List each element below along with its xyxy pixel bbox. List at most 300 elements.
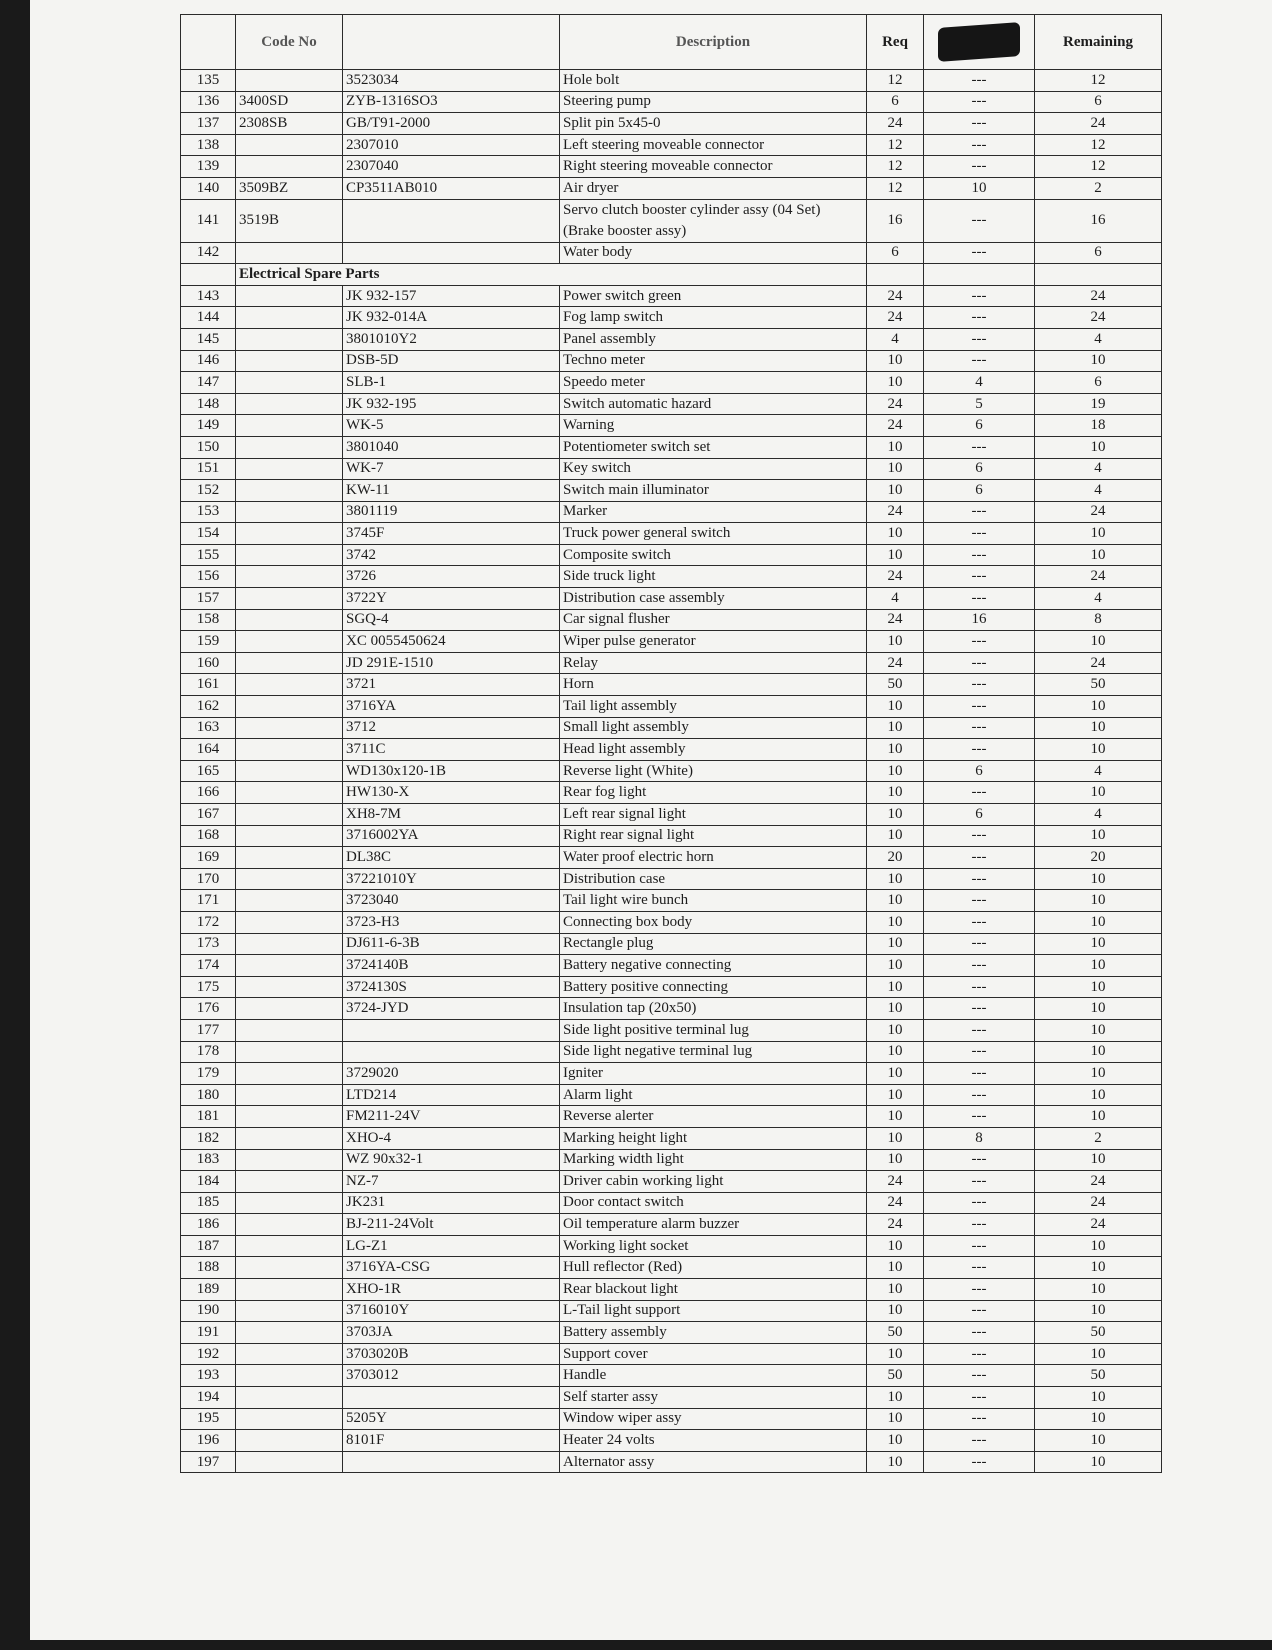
required-qty: 6 [867,91,924,113]
description: Right steering moveable connector [560,156,867,178]
remaining-qty: 16 [1035,199,1162,242]
table-row [181,868,1162,890]
remaining-qty: 4 [1035,804,1162,826]
required-qty: 4 [867,588,924,610]
table-header-row [181,15,1162,70]
description: Rectangle plug [560,933,867,955]
required-qty: 10 [867,1235,924,1257]
remaining-qty: 12 [1035,70,1162,92]
table-row [181,825,1162,847]
remaining-qty: 10 [1035,739,1162,761]
description: Rear fog light [560,782,867,804]
issued-qty: --- [924,285,1035,307]
remaining-qty: 10 [1035,1106,1162,1128]
section-req-cell [867,264,924,286]
required-qty: 50 [867,1322,924,1344]
serial-number: 182 [181,1127,236,1149]
code-number [236,868,343,890]
required-qty: 12 [867,177,924,199]
issued-qty: 10 [924,177,1035,199]
table-row [181,307,1162,329]
description: Fog lamp switch [560,307,867,329]
code-number [236,631,343,653]
redaction-mark [938,22,1020,62]
table-row [181,566,1162,588]
required-qty: 10 [867,1257,924,1279]
serial-number: 168 [181,825,236,847]
serial-number: 163 [181,717,236,739]
required-qty: 24 [867,1171,924,1193]
part-number: DJ611-6-3B [343,933,560,955]
code-number: 3400SD [236,91,343,113]
code-number [236,480,343,502]
code-number [236,588,343,610]
required-qty: 10 [867,1149,924,1171]
issued-qty: --- [924,1451,1035,1473]
required-qty: 24 [867,609,924,631]
part-number: 3703012 [343,1365,560,1387]
part-number: 3703020B [343,1343,560,1365]
serial-number: 171 [181,890,236,912]
code-number [236,134,343,156]
issued-qty: --- [924,544,1035,566]
remaining-qty: 10 [1035,631,1162,653]
required-qty: 10 [867,1408,924,1430]
serial-number: 146 [181,350,236,372]
part-number: 3712 [343,717,560,739]
table-row [181,70,1162,92]
serial-number: 159 [181,631,236,653]
required-qty: 12 [867,134,924,156]
description: Battery negative connecting [560,955,867,977]
description: Alternator assy [560,1451,867,1473]
table-row [181,242,1162,264]
description: Marking height light [560,1127,867,1149]
serial-number: 195 [181,1408,236,1430]
serial-number: 162 [181,696,236,718]
issued-qty: --- [924,134,1035,156]
required-qty: 10 [867,890,924,912]
required-qty: 10 [867,760,924,782]
description: Window wiper assy [560,1408,867,1430]
remaining-qty: 10 [1035,1149,1162,1171]
table-row [181,544,1162,566]
remaining-qty: 24 [1035,501,1162,523]
remaining-qty: 12 [1035,156,1162,178]
issued-qty: 8 [924,1127,1035,1149]
code-number [236,825,343,847]
part-number: JK 932-195 [343,393,560,415]
required-qty: 10 [867,1084,924,1106]
code-number [236,847,343,869]
serial-number: 138 [181,134,236,156]
electrical-parts-body [181,285,1162,1473]
serial-number: 135 [181,70,236,92]
required-qty: 10 [867,782,924,804]
issued-qty: --- [924,739,1035,761]
code-number [236,242,343,264]
table-row [181,760,1162,782]
issued-qty: --- [924,113,1035,135]
part-number: 3724140B [343,955,560,977]
part-number: 3801119 [343,501,560,523]
table-row [181,652,1162,674]
code-number [236,523,343,545]
part-number: JK 932-014A [343,307,560,329]
table-row [181,782,1162,804]
table-row [181,91,1162,113]
required-qty: 10 [867,696,924,718]
required-qty: 50 [867,1365,924,1387]
description: Composite switch [560,544,867,566]
remaining-qty: 10 [1035,933,1162,955]
part-number: SGQ-4 [343,609,560,631]
issued-qty: --- [924,1171,1035,1193]
remaining-qty: 4 [1035,588,1162,610]
description: Side light negative terminal lug [560,1041,867,1063]
description: Head light assembly [560,739,867,761]
issued-header-redacted [924,15,1035,70]
part-number [343,1387,560,1409]
serial-number: 158 [181,609,236,631]
table-row [181,1149,1162,1171]
table-row [181,501,1162,523]
required-qty: 10 [867,544,924,566]
part-number: 3723-H3 [343,911,560,933]
issued-qty: --- [924,156,1035,178]
description: Distribution case assembly [560,588,867,610]
code-number [236,911,343,933]
table-row [181,134,1162,156]
required-qty: 24 [867,393,924,415]
table-row [181,350,1162,372]
code-number [236,955,343,977]
section-sno-cell [181,264,236,286]
issued-qty: --- [924,566,1035,588]
required-qty: 24 [867,285,924,307]
table-row [181,1387,1162,1409]
issued-qty: --- [924,1257,1035,1279]
part-number: KW-11 [343,480,560,502]
code-number [236,998,343,1020]
remaining-qty: 10 [1035,825,1162,847]
description: Marking width light [560,1149,867,1171]
description: Left steering moveable connector [560,134,867,156]
remaining-qty: 10 [1035,523,1162,545]
code-number [236,1106,343,1128]
issued-qty: --- [924,1041,1035,1063]
table-row [181,1127,1162,1149]
part-number: NZ-7 [343,1171,560,1193]
description: Side truck light [560,566,867,588]
code-number [236,1387,343,1409]
issued-qty: --- [924,933,1035,955]
serial-number: 177 [181,1019,236,1041]
issued-qty: --- [924,847,1035,869]
issued-qty: --- [924,674,1035,696]
table-row [181,1041,1162,1063]
code-number: 2308SB [236,113,343,135]
table-row [181,458,1162,480]
description: Power switch green [560,285,867,307]
issued-qty: --- [924,976,1035,998]
serial-number: 151 [181,458,236,480]
section-body [181,264,1162,286]
required-qty: 10 [867,1063,924,1085]
part-number: FM211-24V [343,1106,560,1128]
part-number: LTD214 [343,1084,560,1106]
table-row [181,1408,1162,1430]
required-qty: 10 [867,1451,924,1473]
required-qty: 12 [867,70,924,92]
code-number [236,1322,343,1344]
table-row [181,1430,1162,1452]
remaining-qty: 8 [1035,609,1162,631]
serial-number: 194 [181,1387,236,1409]
issued-qty: --- [924,1300,1035,1322]
part-number: 3716YA [343,696,560,718]
section-issued-cell [924,264,1035,286]
code-number [236,674,343,696]
code-number [236,760,343,782]
code-number [236,890,343,912]
issued-qty: --- [924,1019,1035,1041]
code-number [236,1451,343,1473]
description: Hull reflector (Red) [560,1257,867,1279]
code-number [236,1235,343,1257]
code-number: 3519B [236,199,343,242]
description: Wiper pulse generator [560,631,867,653]
serial-number: 174 [181,955,236,977]
remaining-qty: 10 [1035,890,1162,912]
table-row [181,1343,1162,1365]
table-row [181,609,1162,631]
required-qty: 10 [867,436,924,458]
code-number [236,717,343,739]
issued-qty: --- [924,782,1035,804]
code-number [236,285,343,307]
issued-qty: --- [924,1365,1035,1387]
serial-number: 154 [181,523,236,545]
remaining-qty: 19 [1035,393,1162,415]
serial-number: 164 [181,739,236,761]
issued-qty: --- [924,1235,1035,1257]
issued-qty: --- [924,696,1035,718]
table-row [181,1063,1162,1085]
table-row [181,523,1162,545]
description: Reverse light (White) [560,760,867,782]
part-number: WZ 90x32-1 [343,1149,560,1171]
part-number: 3801010Y2 [343,328,560,350]
sno-header [181,15,236,70]
required-qty: 10 [867,998,924,1020]
serial-number: 145 [181,328,236,350]
issued-qty: --- [924,868,1035,890]
required-qty: 10 [867,631,924,653]
issued-qty: --- [924,1084,1035,1106]
serial-number: 149 [181,415,236,437]
part-number: 3722Y [343,588,560,610]
part-number [343,1019,560,1041]
table-row [181,674,1162,696]
part-number: HW130-X [343,782,560,804]
code-number [236,1214,343,1236]
remaining-qty: 10 [1035,868,1162,890]
required-qty: 10 [867,1019,924,1041]
code-number [236,372,343,394]
required-qty: 10 [867,1387,924,1409]
required-qty: 10 [867,372,924,394]
table-row [181,588,1162,610]
serial-number: 137 [181,113,236,135]
table-row [181,415,1162,437]
required-qty: 10 [867,523,924,545]
serial-number: 178 [181,1041,236,1063]
description: Distribution case [560,868,867,890]
table-row [181,1019,1162,1041]
serial-number: 179 [181,1063,236,1085]
description: Steering pump [560,91,867,113]
remaining-qty: 24 [1035,113,1162,135]
issued-qty: --- [924,91,1035,113]
serial-number: 190 [181,1300,236,1322]
required-qty: 10 [867,911,924,933]
spare-parts-table [180,14,1162,1473]
remaining-qty: 10 [1035,1430,1162,1452]
code-number [236,350,343,372]
part-number: ZYB-1316SO3 [343,91,560,113]
code-number [236,933,343,955]
code-number [236,307,343,329]
remaining-qty: 10 [1035,717,1162,739]
table-row [181,1257,1162,1279]
issued-qty: --- [924,890,1035,912]
table-row [181,393,1162,415]
issued-qty: --- [924,955,1035,977]
code-number [236,1041,343,1063]
spare-parts-sheet [180,14,1142,1473]
code-number [236,1192,343,1214]
remaining-qty: 12 [1035,134,1162,156]
required-qty: 12 [867,156,924,178]
table-row [181,436,1162,458]
table-row [181,1214,1162,1236]
code-number [236,976,343,998]
serial-number: 148 [181,393,236,415]
serial-number: 176 [181,998,236,1020]
serial-number: 189 [181,1279,236,1301]
remaining-qty: 18 [1035,415,1162,437]
issued-qty: 6 [924,458,1035,480]
issued-qty: --- [924,350,1035,372]
required-qty: 24 [867,113,924,135]
code-number [236,1343,343,1365]
table-row [181,1451,1162,1473]
table-row [181,285,1162,307]
description: Small light assembly [560,717,867,739]
remaining-qty: 10 [1035,1235,1162,1257]
code-number [236,1300,343,1322]
description: Alarm light [560,1084,867,1106]
description: Left rear signal light [560,804,867,826]
code-number [236,1019,343,1041]
issued-qty: 4 [924,372,1035,394]
remaining-qty: 10 [1035,1063,1162,1085]
part-number: 2307040 [343,156,560,178]
section-row [181,264,1162,286]
table-row [181,1322,1162,1344]
issued-qty: --- [924,1430,1035,1452]
required-qty: 16 [867,199,924,242]
issued-qty: --- [924,1063,1035,1085]
remaining-qty: 50 [1035,674,1162,696]
issued-qty: --- [924,1343,1035,1365]
part-number: 3703JA [343,1322,560,1344]
table-row [181,372,1162,394]
part-number: CP3511AB010 [343,177,560,199]
issued-qty: --- [924,307,1035,329]
description: Reverse alerter [560,1106,867,1128]
code-number [236,328,343,350]
table-row [181,1192,1162,1214]
table-row [181,1279,1162,1301]
remaining-qty: 10 [1035,1019,1162,1041]
part-number: 3721 [343,674,560,696]
part-number: 3716002YA [343,825,560,847]
description: Split pin 5x45-0 [560,113,867,135]
description: Potentiometer switch set [560,436,867,458]
required-qty: 10 [867,1430,924,1452]
description-header: Description [560,15,867,70]
section-title: Electrical Spare Parts [236,264,867,286]
table-row [181,1300,1162,1322]
code-number [236,609,343,631]
description: Marker [560,501,867,523]
part-number: 3801040 [343,436,560,458]
serial-number: 160 [181,652,236,674]
required-qty: 24 [867,652,924,674]
table-row [181,976,1162,998]
description: L-Tail light support [560,1300,867,1322]
code-number [236,1408,343,1430]
serial-number: 165 [181,760,236,782]
remaining-qty: 4 [1035,760,1162,782]
issued-qty: --- [924,1192,1035,1214]
description: Techno meter [560,350,867,372]
part-number: 3716010Y [343,1300,560,1322]
part-number: LG-Z1 [343,1235,560,1257]
description: Panel assembly [560,328,867,350]
issued-qty: --- [924,242,1035,264]
required-qty: 20 [867,847,924,869]
serial-number: 192 [181,1343,236,1365]
part-number: 3724-JYD [343,998,560,1020]
code-number [236,1365,343,1387]
serial-number: 144 [181,307,236,329]
table-row [181,631,1162,653]
serial-number: 136 [181,91,236,113]
part-number [343,199,560,242]
code-number [236,1127,343,1149]
issued-qty: --- [924,199,1035,242]
remaining-qty: 10 [1035,544,1162,566]
serial-number: 142 [181,242,236,264]
issued-qty: --- [924,70,1035,92]
remaining-qty: 10 [1035,1257,1162,1279]
description: Rear blackout light [560,1279,867,1301]
issued-qty: --- [924,501,1035,523]
table-row [181,1365,1162,1387]
